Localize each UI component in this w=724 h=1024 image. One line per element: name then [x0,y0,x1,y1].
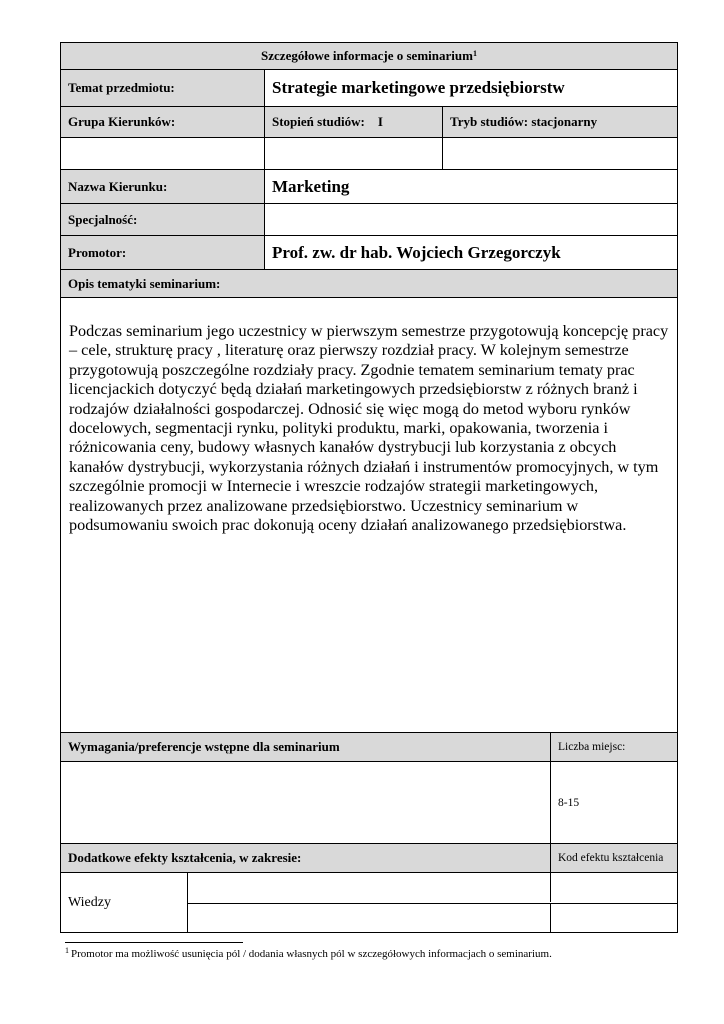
group-row [60,106,678,138]
knowledge-code-1[interactable] [551,873,677,902]
footnote-number: 1 [65,946,69,955]
places-label: Liczba miejsc: [558,741,626,753]
outcomes-header-row [60,843,678,873]
promoter-row [60,235,678,270]
form-header [60,42,678,70]
requirements-header-row [60,732,678,762]
outcome-code-label: Kod efektu kształcenia [558,852,664,864]
mode-label: Tryb studiów: stacjonarny [450,114,598,129]
degree-value[interactable] [265,138,443,169]
topic-label: Temat przedmiotu: [61,70,265,106]
footnote-text: Promotor ma możliwość usunięcia pól / dodania własnych pól w szczegółowych informacjach o seminarium. [71,948,552,960]
specialty-row [60,203,678,236]
description-text: Podczas seminarium jego uczestnicy w pierwszym semestrze przygotowują koncepcję pracy – cele, strukturę pracy , literaturę oraz pierwszy rozdział pracy. W kolejnym semestrze przygotowują poszczególne rozdziały pracy. Zgodnie tematem seminarium tematy prac licencjackich dotyczyć będą działań marketingowych przedsiębiorstw z różnych branż i rodzajów działalności gospodarczej. Odnosić się więc mogą do metod wyboru rynków docelowych, segmentacji rynku, polityki produktu, marki, opakowania, tworzenia i różnicowania ceny, budowy własnych kanałów dystrybucji lub korzystania z obcych kanałów dystrybucji, wykorzystania różnych działań i instrumentów promocyjnych, w tym szczególnie promocji w Internecie i wreszcie rodzajów strategii marketingowych, realizowanych przez analizowane przedsiębiorstwo. Uczestnicy seminarium w podsumowaniu swoich prac dokonują oceny działań analizowanego przedsiębiorstwa. [69,322,669,535]
group-label: Grupa Kierunków: [61,107,265,137]
degree-label: Stopień studiów: I [265,107,443,137]
field-row [60,169,678,204]
form-title: Szczegółowe informacje o seminarium [261,48,473,63]
group-value[interactable] [61,138,265,169]
topic-row [60,69,678,107]
description-body [60,297,678,733]
specialty-label: Specjalność: [61,204,265,235]
footnote [65,948,552,960]
knowledge-label: Wiedzy [61,873,188,932]
group-values-row [60,137,678,170]
knowledge-code-2[interactable] [551,903,677,932]
requirements-label: Wymagania/preferencje wstępne dla seminarium [61,733,551,761]
form-header-cell [61,43,677,69]
promoter-label: Promotor: [61,236,265,269]
outcomes-label: Dodatkowe efekty kształcenia, w zakresie: [61,844,551,872]
promoter-value: Prof. zw. dr hab. Wojciech Grzegorczyk [272,242,561,262]
knowledge-outcome-1[interactable] [188,873,551,902]
footnote-ref: 1 [472,48,477,58]
description-header-row [60,269,678,298]
topic-value: Strategie marketingowe przedsiębiorstw [272,78,565,97]
requirements-body-row [60,761,678,844]
specialty-value[interactable] [265,204,677,235]
knowledge-outcome-2[interactable] [188,903,551,932]
footnote-separator [65,942,243,943]
description-label: Opis tematyki seminarium: [68,275,221,291]
mode-value[interactable] [443,138,677,169]
places-value: 8-15 [558,796,580,809]
field-label: Nazwa Kierunku: [61,170,265,203]
requirements-value[interactable] [61,762,551,843]
field-value: Marketing [272,176,350,196]
knowledge-row [60,872,678,933]
